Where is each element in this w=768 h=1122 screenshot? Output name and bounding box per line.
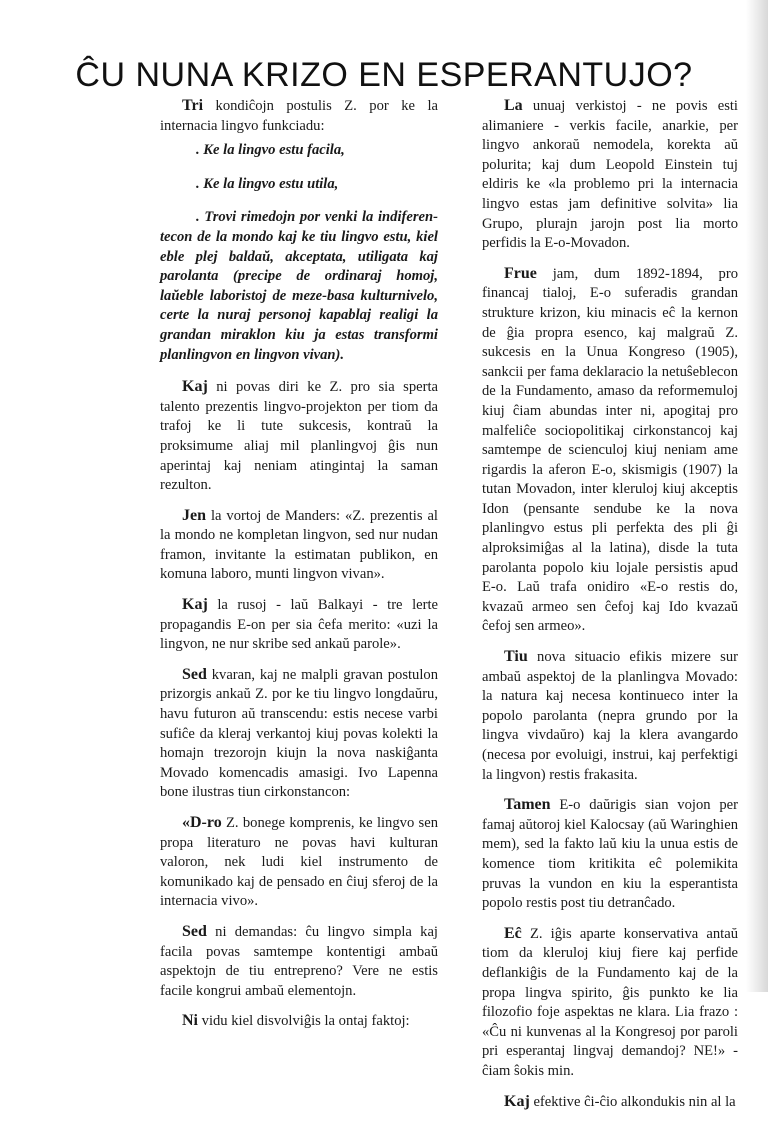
article-title: ĈU NUNA KRIZO EN ESPERANTUJO?	[75, 56, 693, 94]
paragraph: Tiu nova situacio efikis mizere sur ambaŭ aspektoj de la planlingva Movado: la natura kaj necesa kontinueco inter la popolo parolanta (nepra grundo por la lingva vivdaŭro) kaj la klera avangardo (necesa por evoluigi, instrui, kaj perfektigi la lingvon) restis frakasita.	[482, 648, 738, 783]
paragraph: Frue jam, dum 1892-1894, pro financaj tialoj, E-o suferadis grandan strukture krizon, kiu minacis eĉ la kernon de ĝia propra esenco, kaj malgraŭ Z. sukcesis en la Unua Kongreso (1905), sankcii per fama deklaracio la netuŝeblecon de la Fundamento, amaso da reformemuloj kiuj ĉiam abundas inter ni, apogitaj pro malfeliĉe sociopolitikaj cirkonstancoj kaj samtempe de scienculoj kiuj neniam ame rigardis la aferon E-o, skismigis (1907) la tutan Movadon, inter kleruloj kiuj akceptis Idon (pensante sendube ke la nova planlingvo estus pli perfekta des pli ĝi alproksimiĝas al la latina), disde la tuta parolanta popolo kiu lojale persistis apud E-o. Laŭ trafa onidiro «E-o restis do, kvazaŭ armeo sen ĉefoj kaj Ido kvazaŭ ĉefoj sen armeo».	[482, 264, 738, 635]
right-column	[482, 96, 738, 1122]
paragraph: Sed ni demandas: ĉu lingvo simpla kaj facila povas samtempe kontentigi ambaŭ aspektojn de tiu entrepreno? Vere ne estis facile kongrui ambaŭ elementojn.	[160, 922, 438, 999]
paragraph: Eĉ Z. iĝis aparte konservativa antaŭ tiom da kleruloj kiuj fiere kaj perfide deflankiĝis de la Fundamento kaj de la propa lingva spirito, ĝis punkto ke lia filozofio foje aspektas ne klara. Lia frazo : «Ĉu ni kunvenas al la Kongresoj por paroli pri esperantaj lingvaj demandoj? NE!» - ĉiam ŝokis min.	[482, 924, 738, 1079]
paragraph: La unuaj verkistoj - ne povis esti alimaniere - verkis facile, anarkie, per lingvo ankoraŭ nemodela, korekta aŭ polurita; kaj dum Leopold Einstein tuj eldiris ke «la problemo pri la internacia lingvo estas jam definitive solvita» lia Grupo, plurajn jarojn post lia morto perfidis la E-o-Movadon.	[482, 97, 738, 252]
paragraph: Sed kvaran, kaj ne malpli gravan postulon prizorgis ankaŭ Z. por ke tiu lingvo longdaŭru, havu futuron aŭ transcendu: estis necese varbi sufiĉe da kleraj verkantoj kiuj povas kolekti la homajn trezorojn kiujn la nova naskiĝanta Movado komencadis amasigi. Ivo Lapenna bone ilustras tiun cirkonstancon:	[160, 665, 438, 801]
paragraph: «D-ro Z. bonege komprenis, ke lingvo sen propa literaturo ne povas havi kulturan valoron, nek ludi kiel instrumento de komunikado kaj de pensado en ĉiuj sferoj de la internacia vivo».	[160, 814, 439, 910]
page-edge-shadow	[746, 0, 768, 992]
paragraph: Kaj ni povas diri ke Z. pro sia sperta talento prezentis lingvo-projekton per tiom da trafoj ke li tute sukcesis, kontraŭ la proksimume aliaj mil planlingvoj ĝis nun aperintaj kaj neniam atingintaj la saman rezulton.	[160, 378, 438, 494]
list-item: . Trovi rimedojn por venki la indiferen-tecon de la mondo kaj ke tiu lingvo estu, kiel eble plej baldaŭ, akceptata, utiligata kaj parolanta (precipe de ordinaraj homoj, laŭeble laboristoj de meze-basa kulturnivelo, certe la nuraj personoj kapablaj realigi la grandan miraklon kiu ja estas transformi planlingvon en lingvon vivan).	[160, 209, 438, 363]
list-item: . Ke la lingvo estu facila,	[196, 142, 345, 159]
paragraph: Tamen E-o daŭrigis sian vojon per famaj aŭtoroj kiel Kalocsay (aŭ Waringhien mem), sed la fakto laŭ kiu la unua estis de komence tiom kritikita eĉ polemikita pruvas la vundon en kiu la esperantista popolo restis post tiu detranĉado.	[482, 796, 738, 912]
paragraph: Tri kondiĉojn postulis Z. por ke la internacia lingvo funkciadu:	[160, 97, 438, 134]
paragraph: Kaj la rusoj - laŭ Balkayi - tre lerte propagandis E-on per sia ĉefa merito: «uzi la lingvon, ne nur skribe sed ankaŭ parole».	[160, 596, 438, 653]
paragraph: Kaj efektive ĉi-ĉio alkondukis nin al la	[504, 1092, 736, 1110]
paragraph: Ni vidu kiel disvolviĝis la ontaj faktoj:	[182, 1012, 410, 1030]
paragraph: Jen la vortoj de Manders: «Z. prezentis al la mondo ne kompletan lingvon, sed nur nudan framon, invitante la estimatan publikon, en komuna laboro, munti lingvon vivan».	[160, 506, 438, 583]
list-item: . Ke la lingvo estu utila,	[196, 175, 339, 192]
left-column	[160, 96, 438, 1042]
